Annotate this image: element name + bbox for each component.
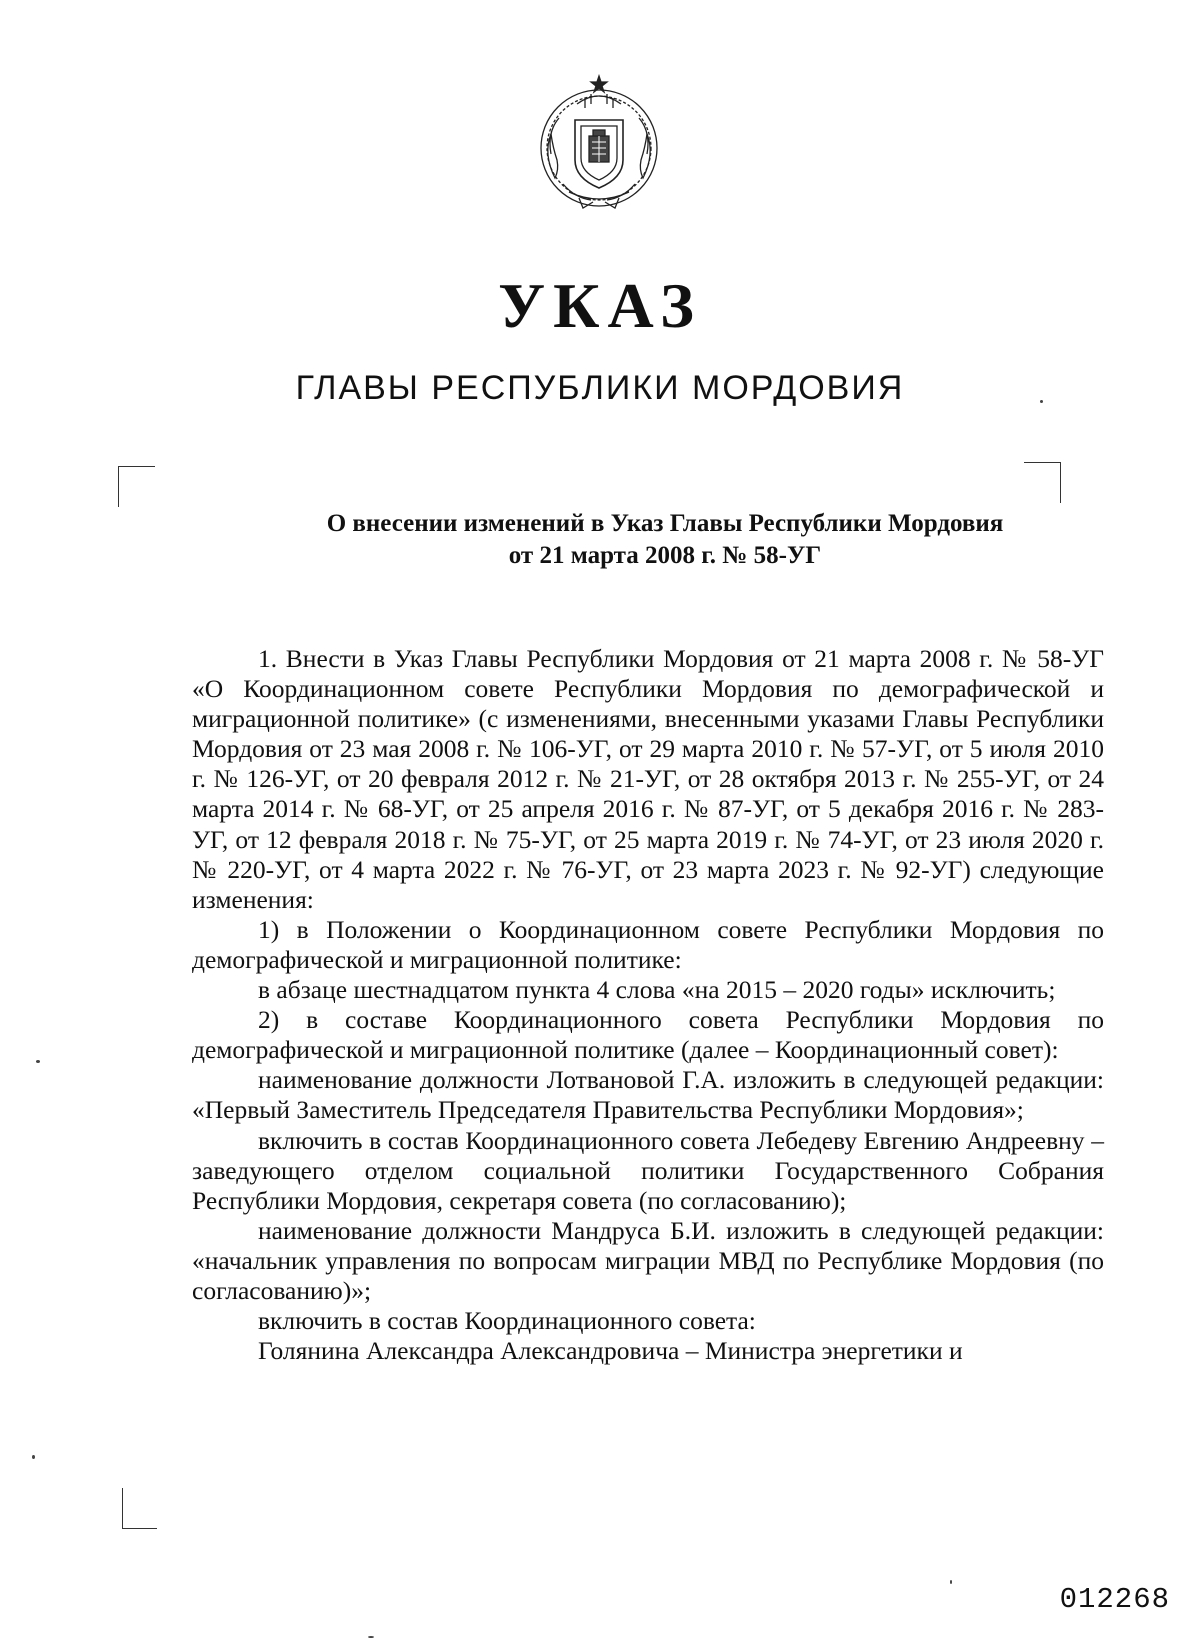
paragraph-9: Голянина Александра Александровича – Министра энергетики и — [258, 1336, 963, 1366]
decree-heading — [230, 508, 1100, 572]
heading-line-2: от 21 марта 2008 г. № 58-УГ — [508, 542, 822, 569]
paragraph-3: в абзаце шестнадцатом пункта 4 слова «на 2015 – 2020 годы» исключить; — [258, 975, 1056, 1005]
heading-line-1: О внесении изменений в Указ Главы Республики Мордовия — [326, 510, 1004, 537]
document-issuer: ГЛАВЫ РЕСПУБЛИКИ МОРДОВИЯ — [295, 369, 905, 407]
corner-mark-top-left — [118, 466, 155, 507]
scan-speck — [36, 1060, 40, 1063]
paragraph-2: 1) в Положении о Координационном совете Республики Мордовия по демографической и миграционной политике: — [192, 914, 1104, 974]
document-serial-number: 012268 — [1059, 1583, 1170, 1616]
decree-body — [192, 644, 1104, 1366]
corner-mark-top-right — [1024, 462, 1061, 503]
coat-of-arms-icon — [529, 74, 669, 214]
paragraph-8: включить в состав Координационного совета: — [258, 1306, 756, 1336]
scan-speck — [950, 1580, 952, 1584]
scan-speck — [368, 1636, 374, 1638]
scan-speck — [1040, 400, 1043, 403]
paragraph-5: наименование должности Лотвановой Г.А. изложить в следующей редакции: «Первый Заместитель Председателя Правительства Республики Мордовия»; — [192, 1065, 1104, 1125]
document-title: УКАЗ — [498, 270, 702, 341]
paragraph-1: 1. Внести в Указ Главы Республики Мордовия от 21 марта 2008 г. № 58-УГ «О Координационном совете Республики Мордовия по демографической и миграционной политике» (с изменениями, внесенными указами Главы Республики Мордовия от 23 мая 2008 г. № 106-УГ, от 29 марта 2010 г. № 57-УГ, от 5 июля 2010 г. № 126-УГ, от 20 февраля 2012 г. № 21-УГ, от 28 октября 2013 г. № 255-УГ, от 24 марта 2014 г. № 68-УГ, от 25 апреля 2016 г. № 87-УГ, от 5 декабря 2016 г. № 283-УГ, от 12 февраля 2018 г. № 75-УГ, от 25 марта 2019 г. № 74-УГ, от 23 июля 2020 г. № 220-УГ, от 4 марта 2022 г. № 76-УГ, от 23 марта 2023 г. № 92-УГ) следующие изменения: — [192, 644, 1104, 914]
paragraph-7: наименование должности Мандруса Б.И. изложить в следующей редакции: «начальник управления по вопросам миграции МВД по Республике Мордовия (по согласованию)»; — [192, 1215, 1104, 1305]
corner-mark-bottom-left — [122, 1488, 157, 1529]
scan-speck — [32, 1455, 35, 1459]
paragraph-4: 2) в составе Координационного совета Республики Мордовия по демографической и миграционной политике (далее – Координационный совет): — [192, 1005, 1104, 1065]
paragraph-6: включить в состав Координационного совета Лебедеву Евгению Андреевну – заведующего отделом социальной политики Государственного Собрания Республики Мордовия, секретаря совета (по согласованию); — [192, 1125, 1104, 1215]
